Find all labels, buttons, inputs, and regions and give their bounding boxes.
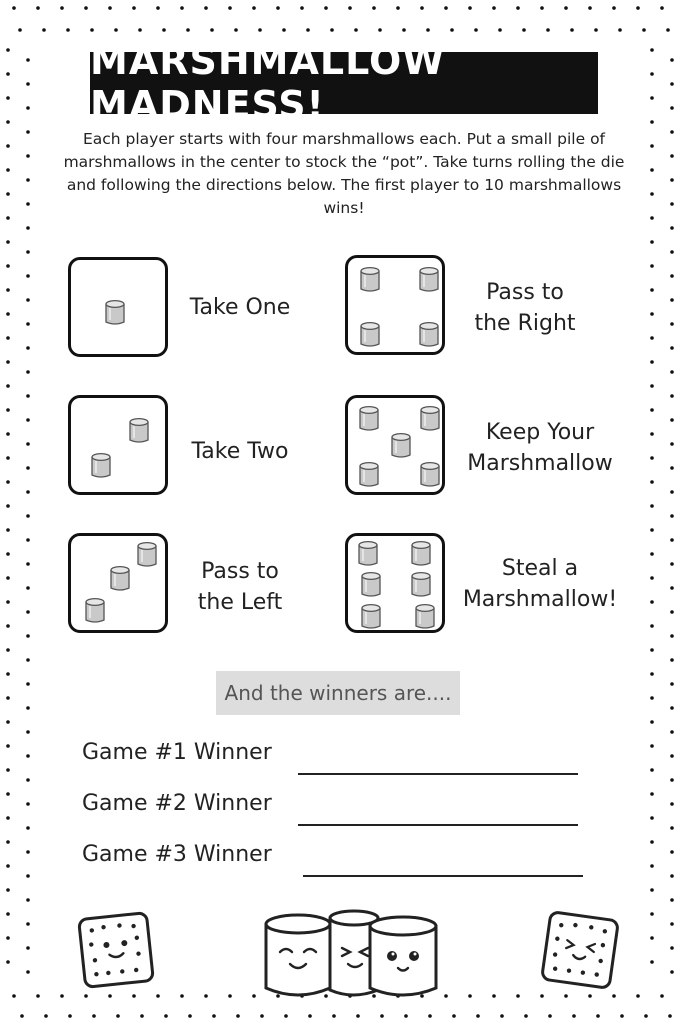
marshmallow-pip-icon — [418, 321, 440, 349]
marshmallow-pip-icon — [360, 603, 382, 631]
marshmallow-pip-icon — [410, 540, 432, 568]
die-face-one — [68, 257, 168, 357]
marshmallow-pip-icon — [84, 597, 106, 625]
marshmallow-pip-icon — [419, 405, 441, 433]
game-1-label: Game #1 Winner — [82, 740, 272, 765]
marshmallow-pip-icon — [109, 565, 131, 593]
marshmallow-pip-icon — [136, 541, 158, 569]
action-label-two: Take Two — [191, 439, 289, 464]
die-face-five — [345, 395, 445, 495]
action-label-six: Steal a Marshmallow! — [462, 556, 618, 612]
marshmallow-pip-icon — [410, 571, 432, 599]
game-3-label: Game #3 Winner — [82, 842, 272, 867]
action-label-four: Pass to the Right — [474, 280, 576, 336]
game-2-label: Game #2 Winner — [82, 791, 272, 816]
page-title: MARSHMALLOW MADNESS! — [90, 52, 598, 114]
marshmallow-pip-icon — [414, 603, 436, 631]
winners-banner: And the winners are.... — [216, 671, 460, 715]
marshmallow-trio-icon — [258, 904, 444, 1004]
marshmallow-pip-icon — [360, 571, 382, 599]
action-label-five: Keep Your Marshmallow — [467, 420, 613, 476]
action-label-one: Take One — [189, 295, 291, 320]
marshmallow-pip-icon — [358, 461, 380, 489]
instructions-text: Each player starts with four marshmallows each. Put a small pile of marshmallows in the center to stock the “pot”. Take turns rolling the die and following the directions below. The first player to 10 marshmallows wins! — [63, 130, 625, 217]
game-1-blank-line[interactable] — [298, 773, 578, 775]
die-face-four — [345, 255, 445, 355]
marshmallow-pip-icon — [359, 266, 381, 294]
marshmallow-pip-icon — [359, 321, 381, 349]
die-face-three — [68, 533, 168, 633]
die-face-six — [345, 533, 445, 633]
marshmallow-pip-icon — [128, 417, 150, 445]
game-3-blank-line[interactable] — [303, 875, 583, 877]
die-face-two — [68, 395, 168, 495]
marshmallow-pip-icon — [357, 540, 379, 568]
marshmallow-pip-icon — [419, 461, 441, 489]
game-2-blank-line[interactable] — [298, 824, 578, 826]
marshmallow-pip-icon — [390, 432, 412, 460]
marshmallow-pip-icon — [358, 405, 380, 433]
marshmallow-pip-icon — [104, 299, 126, 327]
marshmallow-pip-icon — [90, 452, 112, 480]
marshmallow-pip-icon — [418, 266, 440, 294]
graham-cracker-right-icon — [540, 910, 620, 990]
action-label-three: Pass to the Left — [197, 559, 283, 615]
graham-cracker-left-icon — [76, 910, 156, 990]
